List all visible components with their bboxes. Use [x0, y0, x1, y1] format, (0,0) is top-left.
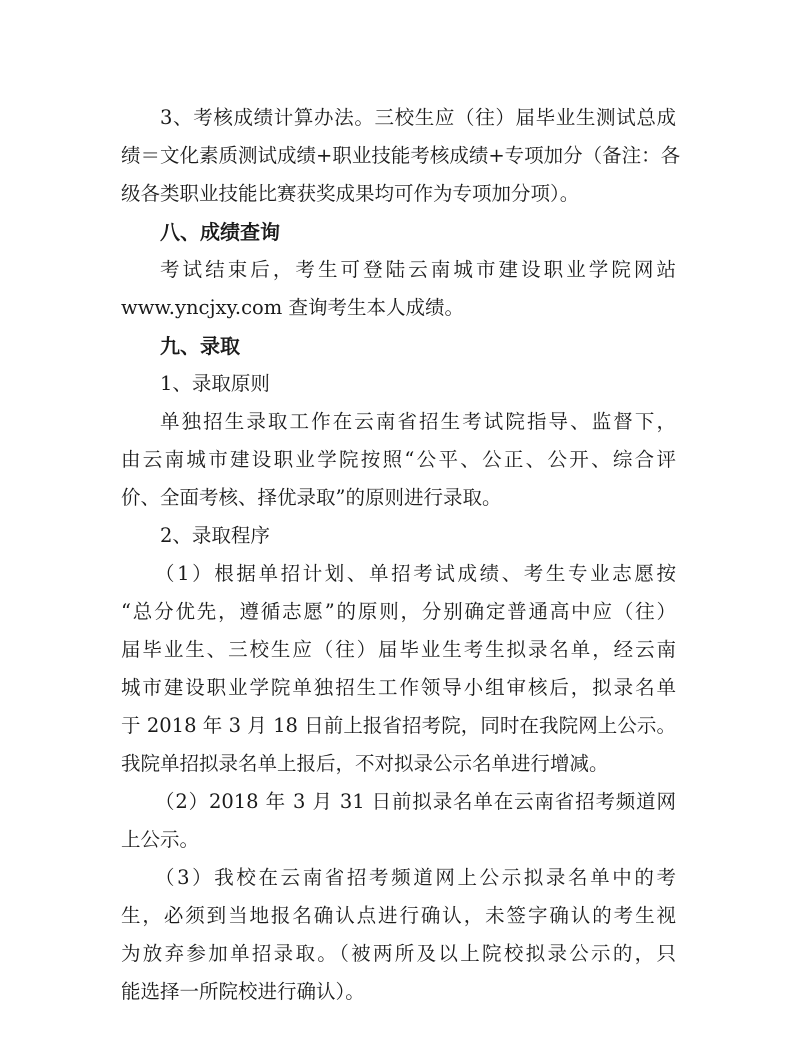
para-line: （3）我校在云南省招考频道网上公示拟录名单中的考 — [155, 866, 676, 889]
para-line: 为放弃参加单招录取。（被两所及以上院校拟录公示的，只 — [121, 942, 676, 965]
para-line: 考试结束后，考生可登陆云南城市建设职业学院网站 — [160, 258, 676, 281]
para-line: 级各类职业技能比赛获奖成果均可作为专项加分项）。 — [121, 182, 580, 205]
para-line: 价、全面考核、择优录取”的原则进行录取。 — [121, 486, 502, 509]
section-heading-admission: 九、录取 — [160, 334, 240, 358]
subsection-heading: 1、录取原则 — [160, 372, 270, 395]
para-line: （1）根据单招计划、单招考试成绩、考生专业志愿按 — [155, 562, 676, 585]
para-line: 绩＝文化素质测试成绩+职业技能考核成绩+专项加分（备注：各 — [121, 144, 681, 167]
para-line: 城市建设职业学院单独招生工作领导小组审核后，拟录名单 — [121, 676, 676, 699]
para-line: （2）2018 年 3 月 31 日前拟录名单在云南省招考频道网 — [155, 790, 676, 813]
para-line: 于 2018 年 3 月 18 日前上报省招考院，同时在我院网上公示。 — [121, 714, 676, 737]
para-line: 生，必须到当地报名确认点进行确认，未签字确认的考生视 — [121, 904, 676, 927]
para-line: 能选择一所院校进行确认）。 — [121, 980, 365, 1003]
subsection-heading: 2、录取程序 — [160, 524, 270, 547]
para-line: 单独招生录取工作在云南省招生考试院指导、监督下， — [160, 410, 676, 433]
para-line: “总分优先，遵循志愿”的原则，分别确定普通高中应（往） — [121, 600, 676, 623]
section-heading-score-query: 八、成绩查询 — [160, 220, 280, 244]
para-line: 我院单招拟录名单上报后，不对拟录公示名单进行增减。 — [121, 752, 609, 775]
para-line: 由云南城市建设职业学院按照“公平、公正、公开、综合评 — [121, 448, 676, 471]
para-line: 上公示。 — [121, 828, 200, 851]
para-line: 3、考核成绩计算办法。三校生应（往）届毕业生测试总成 — [160, 106, 676, 129]
para-line: 届毕业生、三校生应（往）届毕业生考生拟录名单，经云南 — [121, 638, 676, 661]
para-line: www.yncjxy.com 查询考生本人成绩。 — [121, 296, 464, 319]
